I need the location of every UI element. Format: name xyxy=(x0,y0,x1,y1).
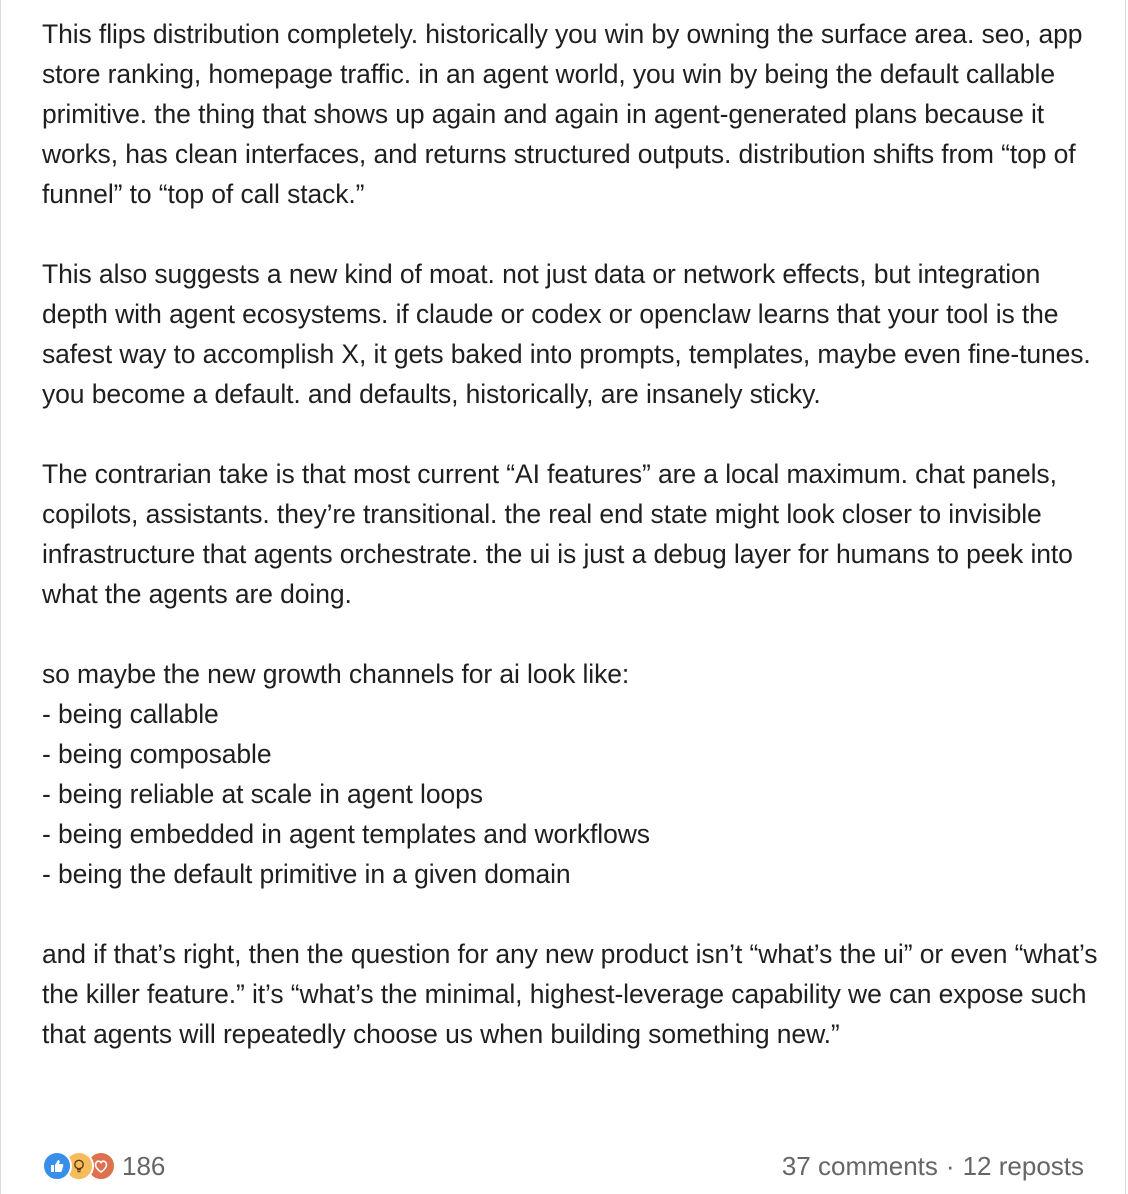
list-item: - being the default primitive in a given domain xyxy=(42,859,571,889)
comments-count-link[interactable]: 37 comments xyxy=(781,1150,938,1181)
like-icon xyxy=(42,1151,72,1181)
post-paragraph-2: This also suggests a new kind of moat. not just data or network effects, but integration depth with agent ecosystems. if claude or codex or openclaw learns that your tool is the safest way to accomplish X, it gets baked into prompts, templates, maybe even fine-tunes. you become a default. and defaults, historically, are insanely sticky. xyxy=(42,259,1091,409)
reactions-button[interactable] xyxy=(42,1151,165,1182)
reposts-count-link[interactable]: 12 reposts xyxy=(962,1150,1084,1181)
post-paragraph-3: The contrarian take is that most current “AI features” are a local maximum. chat panels, copilots, assistants. they’re transitional. the real end state might look closer to invisible infrastructure that agents orchestrate. the ui is just a debug layer for humans to peek into what the agents are doing. xyxy=(42,459,1073,609)
list-item: - being reliable at scale in agent loops xyxy=(42,779,483,809)
post-text xyxy=(42,14,1102,1054)
social-counts-bar xyxy=(42,1146,1084,1186)
list-item: - being callable xyxy=(42,699,219,729)
growth-channels-list xyxy=(42,694,1102,894)
list-item: - being embedded in agent templates and workflows xyxy=(42,819,650,849)
post-closing-paragraph: and if that’s right, then the question for any new product isn’t “what’s the ui” or even “what’s the killer feature.” it’s “what’s the minimal, highest-leverage capability we can expose such that agents will repeatedly choose us when building something new.” xyxy=(42,939,1098,1049)
post-paragraph-1: This flips distribution completely. historically you win by owning the surface area. seo, app store ranking, homepage traffic. in an agent world, you win by being the default callable primitive. the thing that shows up again and again in agent-generated plans because it works, has clean interfaces, and returns structured outputs. distribution shifts from “top of funnel” to “top of call stack.” xyxy=(42,19,1083,209)
reaction-count: 186 xyxy=(122,1150,166,1181)
reaction-icons xyxy=(42,1151,116,1181)
separator-dot: · xyxy=(945,1150,955,1181)
list-intro: so maybe the new growth channels for ai look like: xyxy=(42,659,630,689)
list-item: - being composable xyxy=(42,739,272,769)
engagement-counts xyxy=(782,1151,1084,1182)
